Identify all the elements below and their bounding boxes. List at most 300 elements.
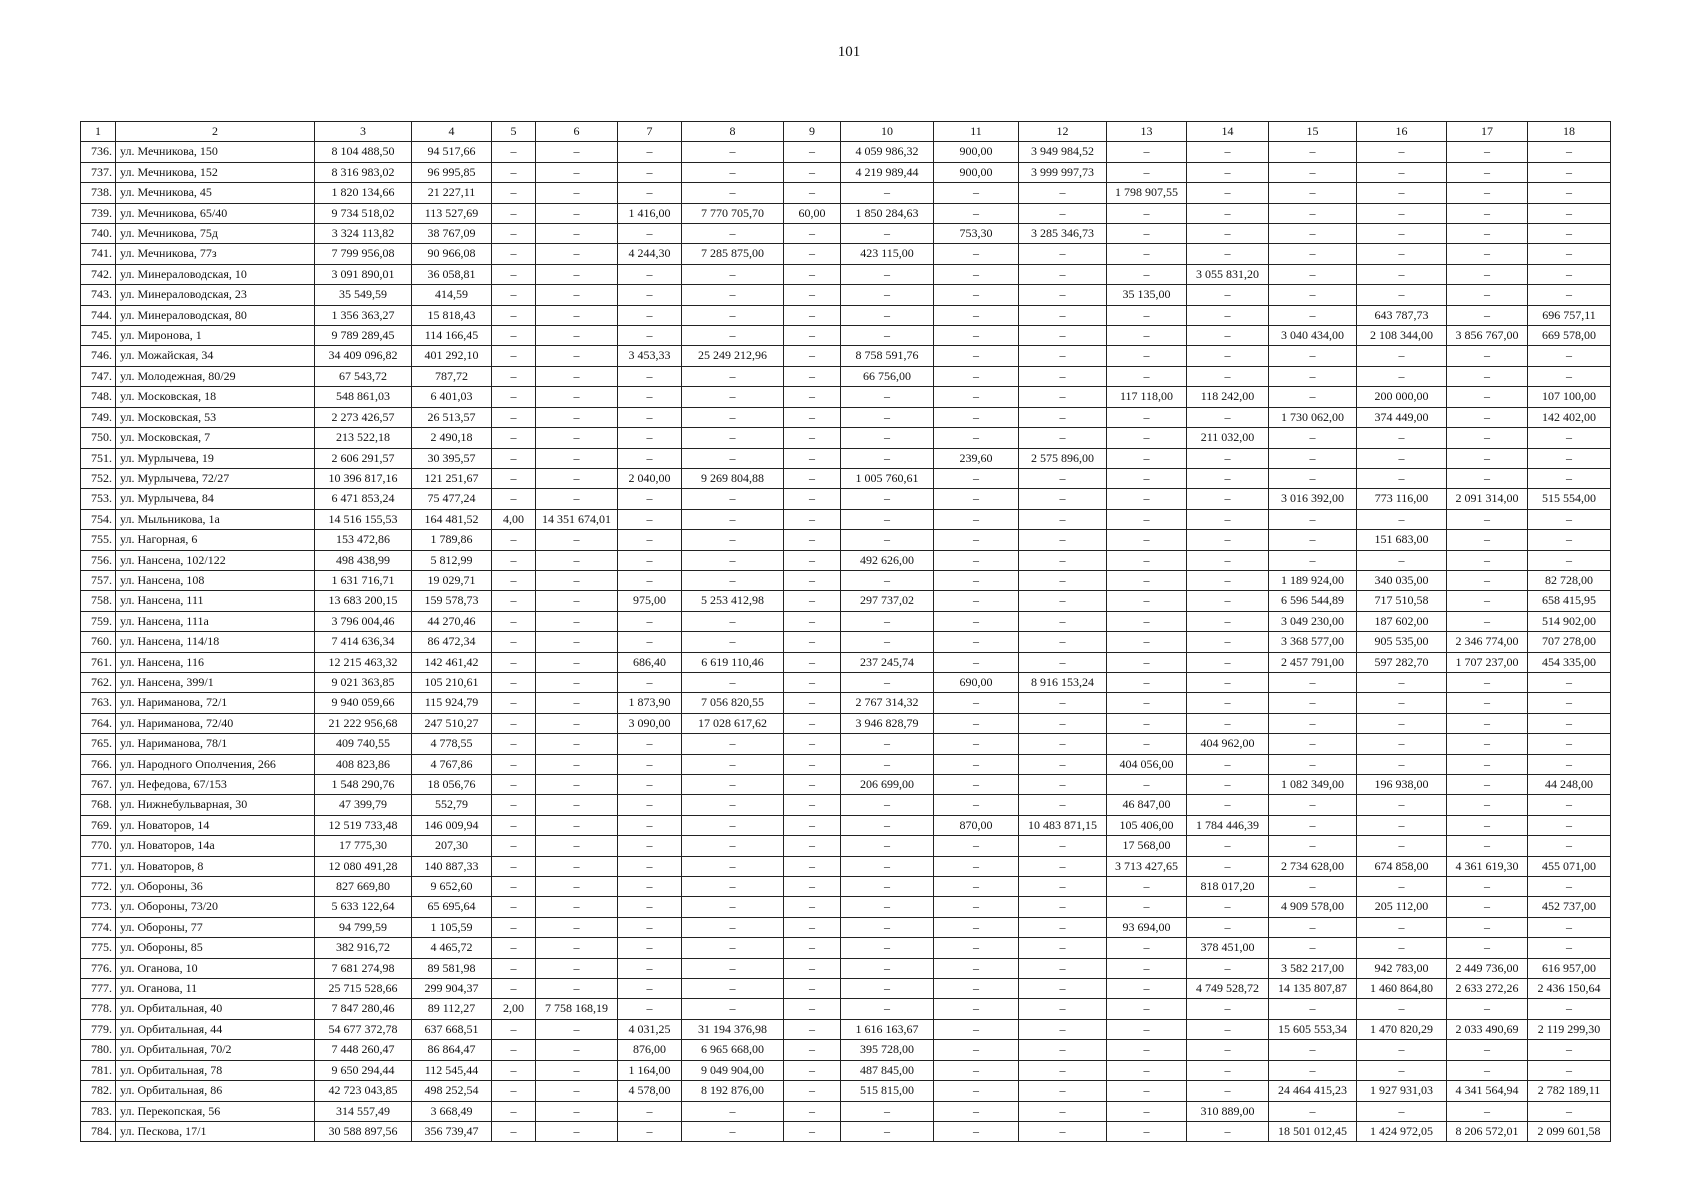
value-cell: 200 000,00 xyxy=(1357,387,1447,407)
data-table-container xyxy=(80,121,1611,1142)
value-cell: – xyxy=(934,999,1019,1019)
value-cell: – xyxy=(618,407,682,427)
value-cell: – xyxy=(1357,346,1447,366)
value-cell: – xyxy=(536,611,618,631)
value-cell: 13 683 200,15 xyxy=(315,591,412,611)
value-cell: 3 796 004,46 xyxy=(315,611,412,631)
value-cell: 21 227,11 xyxy=(412,183,492,203)
value-cell: – xyxy=(682,611,784,631)
value-cell: – xyxy=(1269,877,1357,897)
value-cell: 7 770 705,70 xyxy=(682,203,784,223)
value-cell: – xyxy=(1019,1081,1107,1101)
value-cell: 17 568,00 xyxy=(1107,836,1187,856)
value-cell: – xyxy=(784,897,841,917)
value-cell: – xyxy=(1269,672,1357,692)
value-cell: 60,00 xyxy=(784,203,841,223)
value-cell: – xyxy=(536,775,618,795)
value-cell: – xyxy=(1187,958,1269,978)
column-header: 12 xyxy=(1019,122,1107,142)
value-cell: – xyxy=(784,815,841,835)
value-cell: 686,40 xyxy=(618,652,682,672)
value-cell: – xyxy=(492,693,536,713)
table-row xyxy=(81,326,1611,346)
value-cell: – xyxy=(1019,693,1107,713)
row-number-cell: 749. xyxy=(81,407,116,427)
value-cell: – xyxy=(492,938,536,958)
value-cell: – xyxy=(784,509,841,529)
value-cell: – xyxy=(934,856,1019,876)
value-cell: 3 055 831,20 xyxy=(1187,264,1269,284)
value-cell: – xyxy=(934,1121,1019,1141)
value-cell: – xyxy=(536,550,618,570)
value-cell: – xyxy=(841,877,934,897)
row-number-cell: 751. xyxy=(81,448,116,468)
value-cell: 211 032,00 xyxy=(1187,428,1269,448)
value-cell: – xyxy=(1269,734,1357,754)
value-cell: – xyxy=(1187,224,1269,244)
table-row xyxy=(81,754,1611,774)
value-cell: 1 189 924,00 xyxy=(1269,570,1357,590)
value-cell: – xyxy=(536,203,618,223)
value-cell: 876,00 xyxy=(618,1040,682,1060)
value-cell: – xyxy=(1107,448,1187,468)
value-cell: 4 767,86 xyxy=(412,754,492,774)
table-row xyxy=(81,693,1611,713)
value-cell: 205 112,00 xyxy=(1357,897,1447,917)
value-cell: – xyxy=(682,1101,784,1121)
value-cell: – xyxy=(1019,183,1107,203)
value-cell: – xyxy=(1107,224,1187,244)
value-cell: – xyxy=(934,775,1019,795)
value-cell: 9 269 804,88 xyxy=(682,468,784,488)
value-cell: – xyxy=(784,632,841,652)
value-cell: – xyxy=(1187,693,1269,713)
value-cell: – xyxy=(1269,795,1357,815)
value-cell: – xyxy=(536,530,618,550)
value-cell: – xyxy=(1447,938,1528,958)
value-cell: 942 783,00 xyxy=(1357,958,1447,978)
value-cell: 239,60 xyxy=(934,448,1019,468)
value-cell: – xyxy=(1107,652,1187,672)
value-cell: 870,00 xyxy=(934,815,1019,835)
value-cell: – xyxy=(1187,611,1269,631)
value-cell: – xyxy=(1447,264,1528,284)
value-cell: 452 737,00 xyxy=(1528,897,1611,917)
value-cell: – xyxy=(784,754,841,774)
value-cell: – xyxy=(1447,285,1528,305)
value-cell: – xyxy=(492,754,536,774)
value-cell: – xyxy=(1269,224,1357,244)
value-cell: 5 812,99 xyxy=(412,550,492,570)
row-number-cell: 764. xyxy=(81,713,116,733)
value-cell: – xyxy=(784,407,841,427)
value-cell: 401 292,10 xyxy=(412,346,492,366)
value-cell: – xyxy=(934,489,1019,509)
value-cell: – xyxy=(934,326,1019,346)
column-header: 14 xyxy=(1187,122,1269,142)
column-header: 13 xyxy=(1107,122,1187,142)
value-cell: – xyxy=(492,795,536,815)
row-number-cell: 760. xyxy=(81,632,116,652)
value-cell: – xyxy=(1269,815,1357,835)
address-cell: ул. Пескова, 17/1 xyxy=(116,1121,315,1141)
value-cell: – xyxy=(1187,632,1269,652)
value-cell: – xyxy=(1357,183,1447,203)
row-number-cell: 784. xyxy=(81,1121,116,1141)
value-cell: – xyxy=(492,672,536,692)
value-cell: 1 164,00 xyxy=(618,1060,682,1080)
value-cell: 498 252,54 xyxy=(412,1081,492,1101)
value-cell: – xyxy=(1447,795,1528,815)
value-cell: – xyxy=(1187,305,1269,325)
value-cell: – xyxy=(784,448,841,468)
value-cell: – xyxy=(1019,775,1107,795)
table-row xyxy=(81,387,1611,407)
value-cell: – xyxy=(1187,1121,1269,1141)
value-cell: – xyxy=(1019,1121,1107,1141)
value-cell: – xyxy=(1019,1019,1107,1039)
value-cell: – xyxy=(784,591,841,611)
value-cell: – xyxy=(934,1019,1019,1039)
value-cell: – xyxy=(841,795,934,815)
value-cell: – xyxy=(1269,448,1357,468)
value-cell: – xyxy=(1187,509,1269,529)
value-cell: – xyxy=(1187,652,1269,672)
value-cell: – xyxy=(618,795,682,815)
value-cell: – xyxy=(934,285,1019,305)
value-cell: 4 059 986,32 xyxy=(841,142,934,162)
value-cell: – xyxy=(682,387,784,407)
value-cell: – xyxy=(536,672,618,692)
value-cell: – xyxy=(934,387,1019,407)
value-cell: – xyxy=(536,917,618,937)
row-number-cell: 768. xyxy=(81,795,116,815)
value-cell: – xyxy=(934,958,1019,978)
table-row xyxy=(81,938,1611,958)
address-cell: ул. Новаторов, 14 xyxy=(116,815,315,835)
value-cell: – xyxy=(682,183,784,203)
value-cell: 5 253 412,98 xyxy=(682,591,784,611)
value-cell: – xyxy=(618,672,682,692)
value-cell: 299 904,37 xyxy=(412,979,492,999)
value-cell: – xyxy=(841,672,934,692)
value-cell: 1 927 931,03 xyxy=(1357,1081,1447,1101)
value-cell: 515 815,00 xyxy=(841,1081,934,1101)
value-cell: – xyxy=(1357,264,1447,284)
value-cell: 9 049 904,00 xyxy=(682,1060,784,1080)
value-cell: 552,79 xyxy=(412,795,492,815)
value-cell: – xyxy=(1528,183,1611,203)
value-cell: – xyxy=(934,264,1019,284)
table-row xyxy=(81,979,1611,999)
value-cell: – xyxy=(1269,183,1357,203)
address-cell: ул. Московская, 53 xyxy=(116,407,315,427)
column-header: 17 xyxy=(1447,122,1528,142)
address-cell: ул. Нансена, 116 xyxy=(116,652,315,672)
value-cell: – xyxy=(492,877,536,897)
value-cell: – xyxy=(1528,285,1611,305)
value-cell: – xyxy=(1528,162,1611,182)
value-cell: – xyxy=(784,611,841,631)
value-cell: – xyxy=(492,550,536,570)
value-cell: 7 414 636,34 xyxy=(315,632,412,652)
value-cell: – xyxy=(784,795,841,815)
value-cell: – xyxy=(1019,917,1107,937)
value-cell: 153 472,86 xyxy=(315,530,412,550)
value-cell: – xyxy=(1357,877,1447,897)
value-cell: – xyxy=(934,591,1019,611)
value-cell: – xyxy=(492,244,536,264)
table-row xyxy=(81,448,1611,468)
value-cell: 93 694,00 xyxy=(1107,917,1187,937)
value-cell: – xyxy=(618,632,682,652)
value-cell: 30 588 897,56 xyxy=(315,1121,412,1141)
table-row xyxy=(81,1019,1611,1039)
value-cell: – xyxy=(1528,815,1611,835)
value-cell: 314 557,49 xyxy=(315,1101,412,1121)
value-cell: – xyxy=(1447,509,1528,529)
value-cell: 404 962,00 xyxy=(1187,734,1269,754)
value-cell: 34 409 096,82 xyxy=(315,346,412,366)
value-cell: – xyxy=(682,917,784,937)
value-cell: 2 734 628,00 xyxy=(1269,856,1357,876)
value-cell: – xyxy=(1447,693,1528,713)
value-cell: – xyxy=(784,530,841,550)
value-cell: 86 472,34 xyxy=(412,632,492,652)
value-cell: 15 605 553,34 xyxy=(1269,1019,1357,1039)
value-cell: – xyxy=(1107,958,1187,978)
value-cell: – xyxy=(934,530,1019,550)
value-cell: – xyxy=(841,836,934,856)
address-cell: ул. Московская, 18 xyxy=(116,387,315,407)
value-cell: 6 471 853,24 xyxy=(315,489,412,509)
value-cell: – xyxy=(1107,1060,1187,1080)
value-cell: 46 847,00 xyxy=(1107,795,1187,815)
value-cell: – xyxy=(841,305,934,325)
value-cell: – xyxy=(618,509,682,529)
value-cell: – xyxy=(1357,224,1447,244)
value-cell: – xyxy=(1269,693,1357,713)
value-cell: – xyxy=(492,1060,536,1080)
value-cell: – xyxy=(1357,162,1447,182)
value-cell: – xyxy=(841,938,934,958)
value-cell: – xyxy=(1187,326,1269,346)
value-cell: – xyxy=(682,734,784,754)
value-cell: 146 009,94 xyxy=(412,815,492,835)
value-cell: 1 631 716,71 xyxy=(315,570,412,590)
value-cell: – xyxy=(1107,489,1187,509)
row-number-cell: 750. xyxy=(81,428,116,448)
value-cell: – xyxy=(784,979,841,999)
value-cell: 25 249 212,96 xyxy=(682,346,784,366)
value-cell: – xyxy=(682,958,784,978)
value-cell: – xyxy=(1187,448,1269,468)
value-cell: – xyxy=(1019,897,1107,917)
value-cell: – xyxy=(1528,428,1611,448)
table-row xyxy=(81,366,1611,386)
value-cell: – xyxy=(1528,1101,1611,1121)
value-cell: – xyxy=(934,305,1019,325)
value-cell: – xyxy=(618,815,682,835)
value-cell: 36 058,81 xyxy=(412,264,492,284)
value-cell: – xyxy=(1528,530,1611,550)
value-cell: 374 449,00 xyxy=(1357,407,1447,427)
table-row xyxy=(81,203,1611,223)
value-cell: – xyxy=(1187,489,1269,509)
row-number-cell: 738. xyxy=(81,183,116,203)
value-cell: – xyxy=(536,142,618,162)
value-cell: – xyxy=(1528,836,1611,856)
value-cell: – xyxy=(784,713,841,733)
row-number-cell: 752. xyxy=(81,468,116,488)
row-number-cell: 779. xyxy=(81,1019,116,1039)
value-cell: – xyxy=(784,366,841,386)
value-cell: – xyxy=(682,775,784,795)
value-cell: 395 728,00 xyxy=(841,1040,934,1060)
value-cell: – xyxy=(492,162,536,182)
value-cell: 3 016 392,00 xyxy=(1269,489,1357,509)
value-cell: – xyxy=(492,142,536,162)
value-cell: – xyxy=(1107,632,1187,652)
value-cell: – xyxy=(841,611,934,631)
row-number-cell: 766. xyxy=(81,754,116,774)
value-cell: – xyxy=(784,1081,841,1101)
value-cell: – xyxy=(841,326,934,346)
address-cell: ул. Мечникова, 152 xyxy=(116,162,315,182)
value-cell: – xyxy=(492,958,536,978)
value-cell: – xyxy=(1357,1040,1447,1060)
value-cell: 408 823,86 xyxy=(315,754,412,774)
table-row xyxy=(81,346,1611,366)
value-cell: – xyxy=(1528,999,1611,1019)
value-cell: – xyxy=(1269,305,1357,325)
address-cell: ул. Миронова, 1 xyxy=(116,326,315,346)
value-cell: 2,00 xyxy=(492,999,536,1019)
value-cell: 35 549,59 xyxy=(315,285,412,305)
value-cell: 2 346 774,00 xyxy=(1447,632,1528,652)
value-cell: – xyxy=(536,693,618,713)
value-cell: 382 916,72 xyxy=(315,938,412,958)
value-cell: 3 668,49 xyxy=(412,1101,492,1121)
row-number-cell: 767. xyxy=(81,775,116,795)
row-number-cell: 743. xyxy=(81,285,116,305)
value-cell: – xyxy=(784,285,841,305)
address-cell: ул. Мечникова, 77з xyxy=(116,244,315,264)
value-cell: – xyxy=(492,775,536,795)
value-cell: – xyxy=(536,815,618,835)
value-cell: – xyxy=(1269,244,1357,264)
value-cell: – xyxy=(1528,244,1611,264)
value-cell: 9 940 059,66 xyxy=(315,693,412,713)
row-number-cell: 774. xyxy=(81,917,116,937)
value-cell: – xyxy=(841,285,934,305)
value-cell: 107 100,00 xyxy=(1528,387,1611,407)
value-cell: 142 402,00 xyxy=(1528,407,1611,427)
value-cell: 310 889,00 xyxy=(1187,1101,1269,1121)
column-header: 3 xyxy=(315,122,412,142)
value-cell: – xyxy=(1447,672,1528,692)
value-cell: – xyxy=(1187,591,1269,611)
value-cell: 113 527,69 xyxy=(412,203,492,223)
row-number-cell: 758. xyxy=(81,591,116,611)
value-cell: – xyxy=(1447,734,1528,754)
value-cell: 3 091 890,01 xyxy=(315,264,412,284)
value-cell: – xyxy=(492,448,536,468)
value-cell: – xyxy=(1447,428,1528,448)
value-cell: 3 040 434,00 xyxy=(1269,326,1357,346)
value-cell: – xyxy=(934,468,1019,488)
value-cell: – xyxy=(1447,611,1528,631)
value-cell: 117 118,00 xyxy=(1107,387,1187,407)
value-cell: – xyxy=(1447,387,1528,407)
address-cell: ул. Мечникова, 45 xyxy=(116,183,315,203)
value-cell: – xyxy=(841,387,934,407)
column-header: 18 xyxy=(1528,122,1611,142)
address-cell: ул. Орбитальная, 44 xyxy=(116,1019,315,1039)
row-number-cell: 773. xyxy=(81,897,116,917)
value-cell: – xyxy=(1357,938,1447,958)
value-cell: – xyxy=(492,917,536,937)
value-cell: – xyxy=(1447,1101,1528,1121)
row-number-cell: 744. xyxy=(81,305,116,325)
row-number-cell: 745. xyxy=(81,326,116,346)
value-cell: – xyxy=(784,652,841,672)
value-cell: – xyxy=(618,999,682,1019)
value-cell: 4 341 564,94 xyxy=(1447,1081,1528,1101)
value-cell: – xyxy=(1447,366,1528,386)
value-cell: 14 516 155,53 xyxy=(315,509,412,529)
value-cell: – xyxy=(1107,366,1187,386)
value-cell: – xyxy=(618,877,682,897)
value-cell: 9 789 289,45 xyxy=(315,326,412,346)
row-number-cell: 741. xyxy=(81,244,116,264)
value-cell: – xyxy=(618,775,682,795)
value-cell: – xyxy=(784,326,841,346)
address-cell: ул. Минераловодская, 10 xyxy=(116,264,315,284)
row-number-cell: 776. xyxy=(81,958,116,978)
table-row xyxy=(81,509,1611,529)
value-cell: 4 909 578,00 xyxy=(1269,897,1357,917)
address-cell: ул. Нагорная, 6 xyxy=(116,530,315,550)
value-cell: – xyxy=(1528,366,1611,386)
column-header: 9 xyxy=(784,122,841,142)
value-cell: – xyxy=(934,652,1019,672)
value-cell: – xyxy=(784,1019,841,1039)
row-number-cell: 780. xyxy=(81,1040,116,1060)
value-cell: – xyxy=(492,856,536,876)
address-cell: ул. Нансена, 102/122 xyxy=(116,550,315,570)
value-cell: – xyxy=(1187,897,1269,917)
value-cell: 2 449 736,00 xyxy=(1447,958,1528,978)
value-cell: – xyxy=(1528,509,1611,529)
row-number-cell: 770. xyxy=(81,836,116,856)
address-cell: ул. Нариманова, 72/40 xyxy=(116,713,315,733)
value-cell: 94 799,59 xyxy=(315,917,412,937)
value-cell: – xyxy=(1019,305,1107,325)
value-cell: 787,72 xyxy=(412,366,492,386)
value-cell: – xyxy=(536,795,618,815)
value-cell: 44 248,00 xyxy=(1528,775,1611,795)
value-cell: – xyxy=(1528,142,1611,162)
value-cell: 4 778,55 xyxy=(412,734,492,754)
value-cell: 2 033 490,69 xyxy=(1447,1019,1528,1039)
value-cell: – xyxy=(1019,489,1107,509)
table-row xyxy=(81,877,1611,897)
value-cell: – xyxy=(1187,570,1269,590)
value-cell: – xyxy=(536,632,618,652)
value-cell: – xyxy=(682,224,784,244)
value-cell: – xyxy=(934,836,1019,856)
